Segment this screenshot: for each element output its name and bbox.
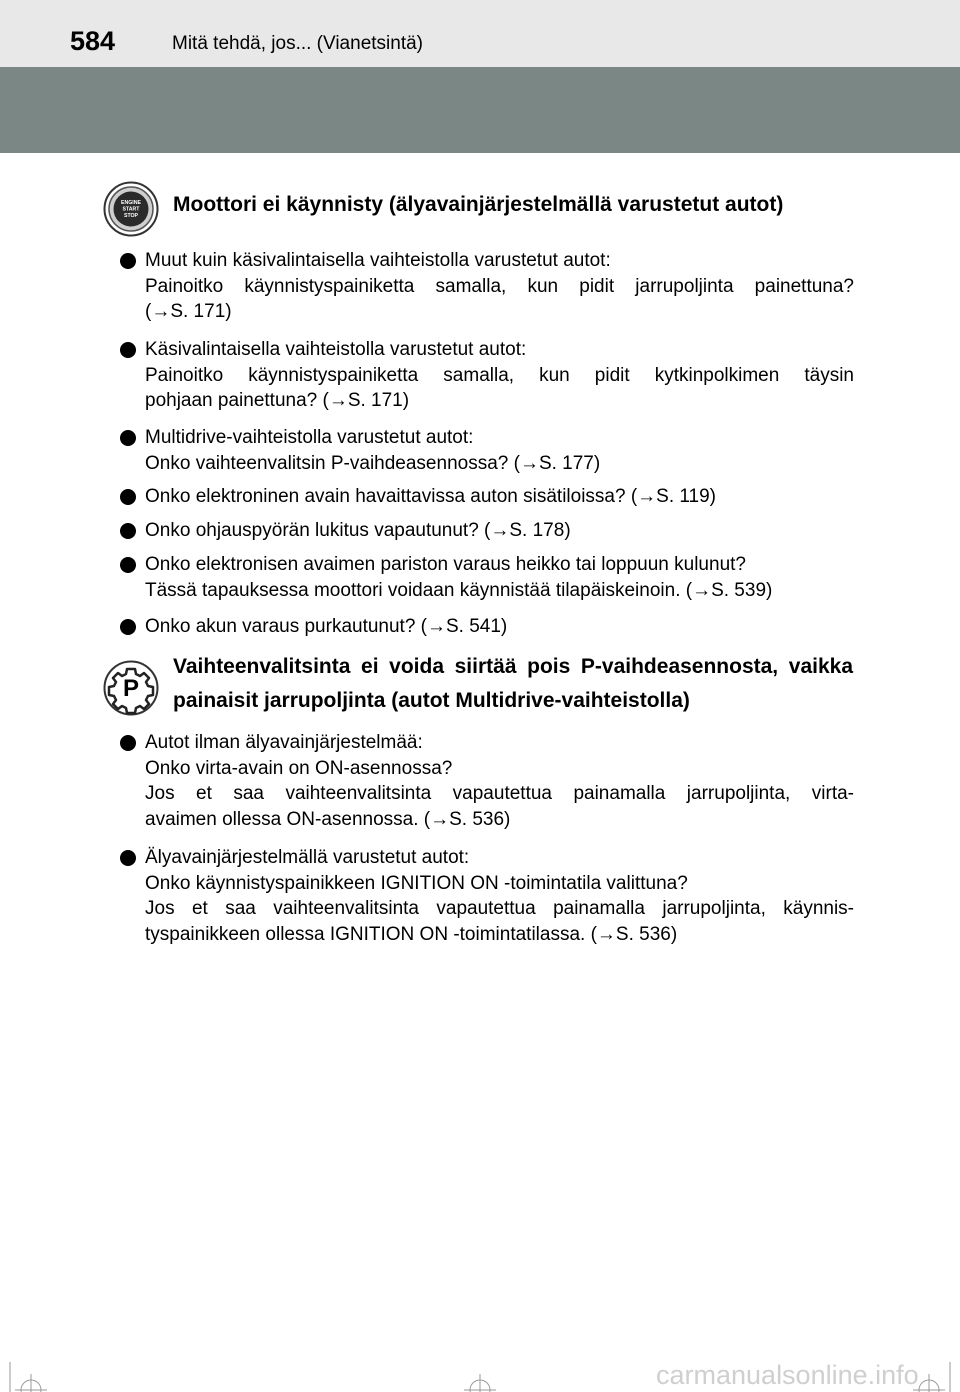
- item-line: avaimen ollessa ON-asennossa. (→S. 536): [145, 808, 511, 830]
- list-item: [145, 518, 854, 544]
- item-line: Käsivalintaisella vaihteistolla varustetut autot:: [145, 339, 527, 360]
- item-line: Multidrive-vaihteistolla varustetut autot:: [145, 427, 474, 448]
- item-line: pohjaan painettuna? (→S. 171): [145, 390, 410, 411]
- bullet-icon: [120, 619, 136, 635]
- bullet-icon: [120, 342, 136, 358]
- item-line: Jos et saa vaihteenvalitsinta vapautettua painamalla jarrupoljinta, virta-: [145, 783, 854, 804]
- item-line: Onko virta-avain on ON-asennossa?: [145, 757, 453, 779]
- list-item: [145, 552, 854, 603]
- list-item: [145, 484, 854, 510]
- item-line: Älyavainjärjestelmällä varustetut autot:: [145, 847, 470, 868]
- item-line: Onko akun varaus purkautunut? (→S. 541): [145, 616, 508, 637]
- item-line: Muut kuin käsivalintaisella vaihteistolla varustetut autot:: [145, 250, 611, 271]
- engine-start-stop-icon: [103, 181, 159, 237]
- item-line: Autot ilman älyavainjärjestelmää:: [145, 732, 423, 753]
- bullet-icon: [120, 850, 136, 866]
- bullet-icon: [120, 735, 136, 751]
- icon-text-engine: ENGINE: [121, 200, 141, 206]
- icon-text-stop: STOP: [123, 213, 139, 219]
- item-line: Onko elektroninen avain havaittavissa auton sisätiloissa? (→S. 119): [145, 486, 717, 507]
- bullet-icon: [120, 557, 136, 573]
- item-line: Jos et saa vaihteenvalitsinta vapautettua painamalla jarrupoljinta, käynnis-: [145, 898, 854, 919]
- bullet-icon: [120, 523, 136, 539]
- list-item: [145, 730, 854, 832]
- bullet-icon: [120, 253, 136, 269]
- section-title: Moottori ei käynnisty (älyavainjärjestelmällä varustetut autot): [173, 193, 784, 216]
- section-title: Vaihteenvalitsinta ei voida siirtää pois P-vaihdeasennosta, vaikka painaisit jarrupoljinta (autot Multidrive-vaihteistolla): [173, 655, 853, 712]
- icon-text-start: START: [122, 206, 140, 213]
- watermark: carmanualsonline.info: [656, 1360, 919, 1390]
- bullet-icon: [120, 430, 136, 446]
- p-gear-icon: [103, 660, 159, 716]
- icon-text-p: P: [122, 675, 140, 702]
- list-item: [145, 337, 854, 414]
- list-item: [145, 845, 854, 947]
- item-line: Onko elektronisen avaimen pariston varaus heikko tai loppuun kulunut?: [145, 554, 746, 575]
- item-line: Onko ohjauspyörän lukitus vapautunut? (→S. 178): [145, 520, 571, 541]
- item-line: Tässä tapauksessa moottori voidaan käynnistää tilapäiskeinoin. (→S. 539): [145, 579, 773, 601]
- item-line: Painoitko käynnistyspainiketta samalla, kun pidit jarrupoljinta painettuna?: [145, 275, 854, 297]
- page-number: 584: [70, 26, 116, 56]
- item-line: Onko vaihteenvalitsin P-vaihdeasennossa? (→S. 177): [145, 452, 601, 474]
- list-item: [145, 248, 854, 325]
- list-item: [145, 614, 854, 640]
- list-item: [145, 425, 854, 476]
- header-band: [0, 67, 960, 153]
- item-line: tyspainikkeen ollessa IGNITION ON -toimintatilassa. (→S. 536): [145, 923, 678, 945]
- bullet-icon: [120, 489, 136, 505]
- header-title: Mitä tehdä, jos... (Vianetsintä): [172, 33, 423, 54]
- item-line: Painoitko käynnistyspainiketta samalla, kun pidit kytkinpolkimen täysin: [145, 364, 854, 386]
- page-header: [0, 0, 960, 67]
- item-line: Onko käynnistyspainikkeen IGNITION ON -toimintatila valittuna?: [145, 872, 688, 894]
- item-line: (→S. 171): [145, 301, 232, 322]
